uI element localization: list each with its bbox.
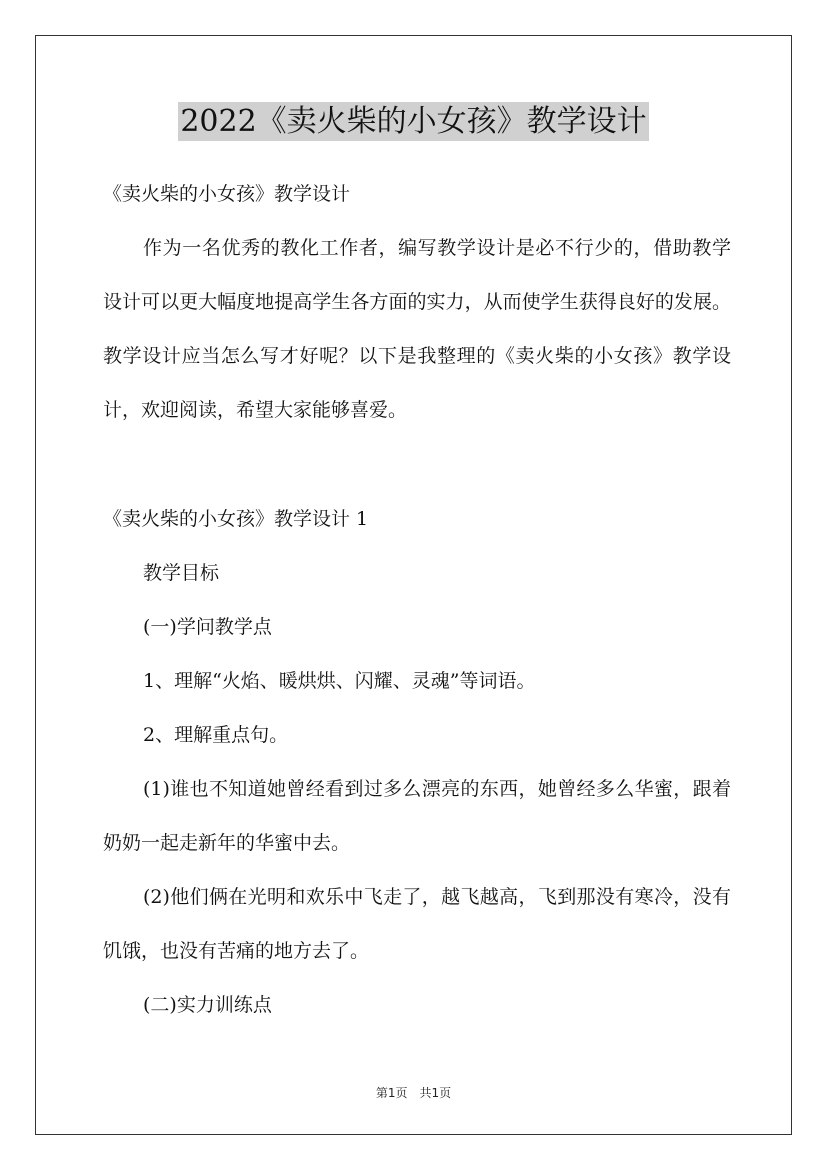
document-title-text: 2022《卖火柴的小女孩》教学设计 bbox=[180, 104, 647, 139]
key-sentence: (1)谁也不知道她曾经看到过多么漂亮的东西，她曾经多么华蜜，跟着奶奶一起走新年的华蜜中去。 bbox=[103, 778, 731, 854]
list-item: 1、理解“火焰、暖烘烘、闪耀、灵魂”等词语。 bbox=[143, 670, 536, 692]
document-title bbox=[0, 98, 827, 146]
knowledge-heading: (一)学问教学点 bbox=[143, 616, 272, 638]
section-heading: 《卖火柴的小女孩》教学设计 1 bbox=[103, 508, 369, 530]
skill-heading: (二)实力训练点 bbox=[143, 994, 272, 1016]
key-sentence: (2)他们俩在光明和欢乐中飞走了，越飞越高，飞到那没有寒冷，没有饥饿，也没有苦痛的地方去了。 bbox=[103, 886, 731, 962]
goal-heading: 教学目标 bbox=[143, 562, 220, 584]
intro-paragraph: 作为一名优秀的教化工作者，编写教学设计是必不行少的，借助教学设计可以更大幅度地提高学生各方面的实力，从而使学生获得良好的发展。教学设计应当怎么写才好呢？以下是我整理的《卖火柴的小女孩》教学设计，欢迎阅读，希望大家能够喜爱。 bbox=[103, 237, 731, 421]
page-footer: 第1页 共1页 bbox=[375, 1086, 452, 1100]
list-item: 2、理解重点句。 bbox=[143, 724, 289, 746]
subtitle: 《卖火柴的小女孩》教学设计 bbox=[103, 183, 351, 205]
